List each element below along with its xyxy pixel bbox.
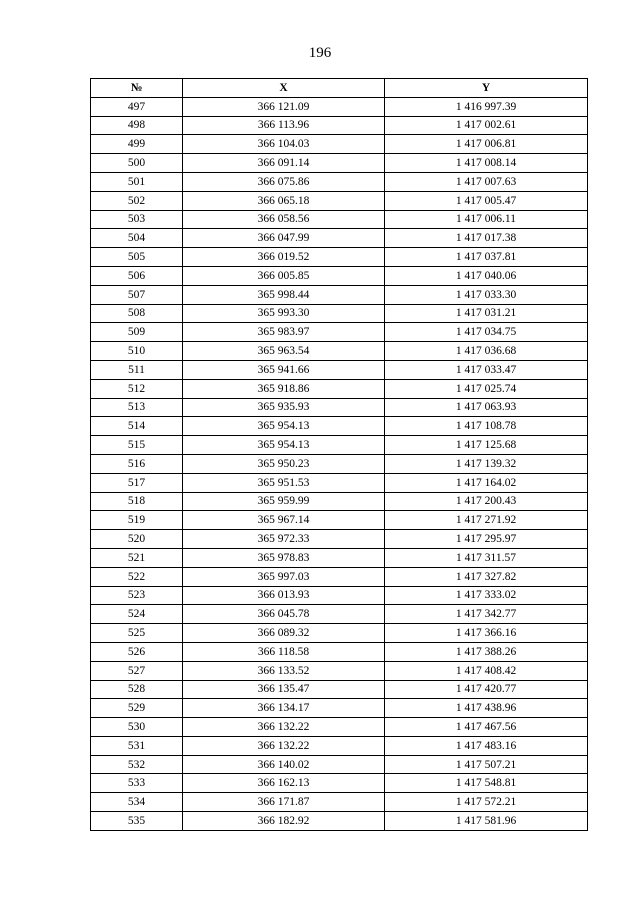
cell-x: 365 993.30 <box>183 304 385 323</box>
table-row <box>91 248 588 267</box>
cell-number: 535 <box>91 812 183 831</box>
cell-x: 366 134.17 <box>183 699 385 718</box>
table-row <box>91 116 588 135</box>
table-row <box>91 567 588 586</box>
cell-y: 1 417 420.77 <box>385 680 588 699</box>
cell-number: 500 <box>91 154 183 173</box>
cell-x: 365 967.14 <box>183 511 385 530</box>
cell-y: 1 417 408.42 <box>385 661 588 680</box>
cell-number: 530 <box>91 718 183 737</box>
table-row <box>91 285 588 304</box>
cell-number: 518 <box>91 492 183 511</box>
cell-y: 1 417 006.81 <box>385 135 588 154</box>
cell-x: 365 998.44 <box>183 285 385 304</box>
cell-y: 1 417 295.97 <box>385 530 588 549</box>
table-row <box>91 342 588 361</box>
table-header-row <box>91 79 588 98</box>
table-row <box>91 586 588 605</box>
cell-y: 1 417 311.57 <box>385 548 588 567</box>
page-number: 196 <box>308 45 332 61</box>
cell-x: 366 075.86 <box>183 172 385 191</box>
cell-y: 1 417 507.21 <box>385 755 588 774</box>
cell-number: 531 <box>91 736 183 755</box>
cell-number: 524 <box>91 605 183 624</box>
cell-y: 1 417 006.11 <box>385 210 588 229</box>
coordinates-table <box>90 78 588 831</box>
cell-x: 365 983.97 <box>183 323 385 342</box>
table-row <box>91 605 588 624</box>
cell-number: 522 <box>91 567 183 586</box>
cell-y: 1 417 034.75 <box>385 323 588 342</box>
table-row <box>91 379 588 398</box>
cell-y: 1 417 572.21 <box>385 793 588 812</box>
cell-x: 366 005.85 <box>183 266 385 285</box>
cell-x: 366 121.09 <box>183 97 385 116</box>
cell-x: 366 089.32 <box>183 624 385 643</box>
table-row <box>91 398 588 417</box>
cell-number: 505 <box>91 248 183 267</box>
cell-number: 509 <box>91 323 183 342</box>
cell-y: 1 417 040.06 <box>385 266 588 285</box>
cell-number: 525 <box>91 624 183 643</box>
cell-number: 532 <box>91 755 183 774</box>
cell-x: 365 963.54 <box>183 342 385 361</box>
cell-y: 1 417 200.43 <box>385 492 588 511</box>
table-row <box>91 266 588 285</box>
cell-number: 506 <box>91 266 183 285</box>
cell-x: 366 118.58 <box>183 642 385 661</box>
cell-x: 366 135.47 <box>183 680 385 699</box>
cell-number: 507 <box>91 285 183 304</box>
table-row <box>91 473 588 492</box>
table-row <box>91 323 588 342</box>
cell-number: 497 <box>91 97 183 116</box>
cell-x: 366 132.22 <box>183 736 385 755</box>
cell-y: 1 417 342.77 <box>385 605 588 624</box>
cell-number: 502 <box>91 191 183 210</box>
cell-number: 521 <box>91 548 183 567</box>
cell-x: 366 162.13 <box>183 774 385 793</box>
cell-number: 529 <box>91 699 183 718</box>
cell-number: 534 <box>91 793 183 812</box>
cell-number: 513 <box>91 398 183 417</box>
cell-y: 1 417 333.02 <box>385 586 588 605</box>
cell-number: 517 <box>91 473 183 492</box>
cell-x: 366 140.02 <box>183 755 385 774</box>
table-row <box>91 210 588 229</box>
table-body <box>91 97 588 830</box>
cell-y: 1 417 388.26 <box>385 642 588 661</box>
cell-number: 503 <box>91 210 183 229</box>
cell-number: 499 <box>91 135 183 154</box>
cell-x: 366 045.78 <box>183 605 385 624</box>
cell-y: 1 417 031.21 <box>385 304 588 323</box>
cell-y: 1 417 007.63 <box>385 172 588 191</box>
cell-x: 365 972.33 <box>183 530 385 549</box>
cell-number: 498 <box>91 116 183 135</box>
cell-x: 366 133.52 <box>183 661 385 680</box>
table-row <box>91 736 588 755</box>
table-row <box>91 492 588 511</box>
table-row <box>91 135 588 154</box>
cell-y: 1 417 125.68 <box>385 436 588 455</box>
cell-y: 1 417 063.93 <box>385 398 588 417</box>
cell-x: 366 113.96 <box>183 116 385 135</box>
table-row <box>91 304 588 323</box>
cell-y: 1 417 036.68 <box>385 342 588 361</box>
cell-y: 1 417 033.47 <box>385 360 588 379</box>
cell-x: 366 104.03 <box>183 135 385 154</box>
cell-number: 512 <box>91 379 183 398</box>
table-row <box>91 718 588 737</box>
cell-number: 504 <box>91 229 183 248</box>
cell-x: 365 950.23 <box>183 454 385 473</box>
table-row <box>91 436 588 455</box>
cell-y: 1 417 548.81 <box>385 774 588 793</box>
cell-x: 366 182.92 <box>183 812 385 831</box>
cell-x: 365 941.66 <box>183 360 385 379</box>
cell-y: 1 417 467.56 <box>385 718 588 737</box>
cell-y: 1 417 017.38 <box>385 229 588 248</box>
table-row <box>91 229 588 248</box>
table-row <box>91 454 588 473</box>
table-row <box>91 774 588 793</box>
cell-y: 1 417 438.96 <box>385 699 588 718</box>
cell-y: 1 417 139.32 <box>385 454 588 473</box>
cell-y: 1 417 483.16 <box>385 736 588 755</box>
table-row <box>91 511 588 530</box>
cell-x: 365 954.13 <box>183 436 385 455</box>
cell-number: 528 <box>91 680 183 699</box>
cell-x: 365 918.86 <box>183 379 385 398</box>
cell-number: 519 <box>91 511 183 530</box>
cell-number: 527 <box>91 661 183 680</box>
table-row <box>91 548 588 567</box>
cell-x: 365 997.03 <box>183 567 385 586</box>
cell-x: 365 954.13 <box>183 417 385 436</box>
cell-number: 523 <box>91 586 183 605</box>
cell-number: 526 <box>91 642 183 661</box>
cell-x: 366 132.22 <box>183 718 385 737</box>
table-row <box>91 191 588 210</box>
column-header-y: Y <box>385 79 588 98</box>
cell-number: 511 <box>91 360 183 379</box>
cell-number: 501 <box>91 172 183 191</box>
cell-y: 1 417 108.78 <box>385 417 588 436</box>
table-row <box>91 624 588 643</box>
cell-x: 366 058.56 <box>183 210 385 229</box>
table-row <box>91 417 588 436</box>
cell-x: 366 091.14 <box>183 154 385 173</box>
column-header-x: X <box>183 79 385 98</box>
cell-y: 1 417 025.74 <box>385 379 588 398</box>
cell-y: 1 417 002.61 <box>385 116 588 135</box>
cell-number: 508 <box>91 304 183 323</box>
cell-x: 366 065.18 <box>183 191 385 210</box>
cell-x: 365 951.53 <box>183 473 385 492</box>
cell-number: 516 <box>91 454 183 473</box>
cell-number: 520 <box>91 530 183 549</box>
table-row <box>91 680 588 699</box>
cell-x: 366 171.87 <box>183 793 385 812</box>
table-row <box>91 699 588 718</box>
cell-x: 366 013.93 <box>183 586 385 605</box>
cell-y: 1 417 366.16 <box>385 624 588 643</box>
cell-y: 1 417 037.81 <box>385 248 588 267</box>
cell-y: 1 417 271.92 <box>385 511 588 530</box>
cell-x: 365 978.83 <box>183 548 385 567</box>
cell-y: 1 417 327.82 <box>385 567 588 586</box>
cell-y: 1 417 581.96 <box>385 812 588 831</box>
table-row <box>91 172 588 191</box>
table-row <box>91 661 588 680</box>
table-row <box>91 360 588 379</box>
cell-x: 365 959.99 <box>183 492 385 511</box>
table-row <box>91 154 588 173</box>
cell-y: 1 416 997.39 <box>385 97 588 116</box>
table-row <box>91 642 588 661</box>
cell-number: 514 <box>91 417 183 436</box>
table-row <box>91 793 588 812</box>
cell-number: 533 <box>91 774 183 793</box>
cell-number: 515 <box>91 436 183 455</box>
table-row <box>91 530 588 549</box>
cell-y: 1 417 005.47 <box>385 191 588 210</box>
cell-y: 1 417 008.14 <box>385 154 588 173</box>
table-row <box>91 812 588 831</box>
cell-x: 365 935.93 <box>183 398 385 417</box>
cell-y: 1 417 033.30 <box>385 285 588 304</box>
cell-x: 366 047.99 <box>183 229 385 248</box>
column-header-number: № <box>91 79 183 98</box>
table-row <box>91 755 588 774</box>
cell-x: 366 019.52 <box>183 248 385 267</box>
cell-number: 510 <box>91 342 183 361</box>
cell-y: 1 417 164.02 <box>385 473 588 492</box>
table-row <box>91 97 588 116</box>
